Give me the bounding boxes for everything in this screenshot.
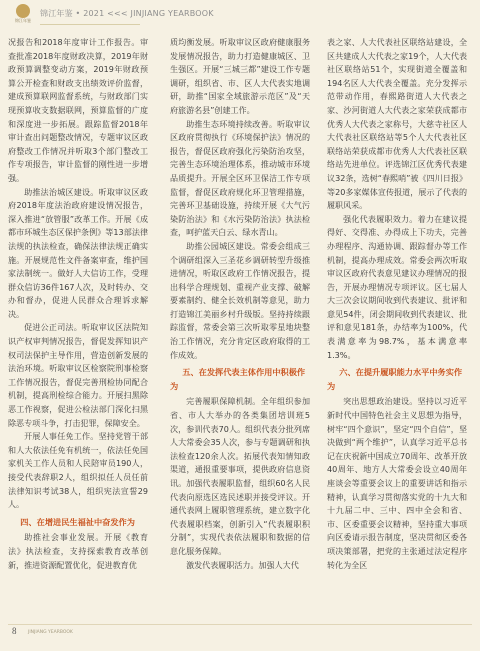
text-column-3: [327, 36, 467, 572]
header-divider: [40, 24, 140, 25]
body-paragraph: 质均衡发展。听取审议区政府健康服务发展情况报告，助力打造健康城区、卫生强区。开展“三城三都”建设工作专题调研，组织省、市、区人大代表实地调研，助推“国家全域旅游示范区”及“天府旅游名县”创建工作。: [170, 38, 310, 115]
page-number: 8: [12, 626, 17, 636]
page-header: [0, 0, 480, 30]
section-heading: 六、在提升履职能力水平中务实作为: [327, 367, 463, 391]
body-paragraph: 况报告和2018年度审计工作报告。审查批准2018年度财政决算，2019年财政预算调整变动方案，2019年财政预算公开检查和财政支出绩效评价监督，建成预算联网监督系统，与财政部门实现预算收支数据联网，预算监督的广度和深度进一步拓展。跟踪监督2018年审计查出问题整改情况，专题审议区政府整改工作情况并听取3个部门整改工作专项报告，审计监督的刚性进一步增强。: [8, 38, 148, 183]
body-paragraph: 助推法治城区建设。听取审议区政府2018年度法治政府建设情况报告，深入推进“放管服”改革工作。开展《成都市环城生态区保护条例》等13部法律法规的执法检查，确保法律法规正确实施。开展规范性文件备案审查，维护国家法制统一。做好人大信访工作，受理群众信访36件167人次，及时转办、交办和督办，促进人民群众合理诉求解决。: [8, 187, 148, 319]
logo-emblem-icon: [16, 4, 30, 18]
text-column-1: [8, 36, 148, 572]
body-paragraph: 表之家、人大代表社区联络站建设，全区共建成人大代表之家19个，人大代表社区联络站51个，实现街道全覆盖和194名区人大代表全覆盖。充分发挥示范带动作用，春熙路街道人大代表之家、沙河街道人大代表之家荣获成都市优秀人大代表之家称号，大慈寺社区人大代表社区联络站等5个人大代表社区联络站荣获成都市优秀人大代表社区联络站先进单位。评选锦江区优秀代表建议32条，选树“春熙哨”被《四川日报》等20多家媒体宣传报道，展示了代表的履职风采。: [327, 38, 467, 211]
section-heading: 五、在发挥代表主体作用中积极作为: [170, 367, 306, 391]
body-paragraph: 助推公园城区建设。常委会组成三个调研组深入三圣花乡调研转型升级推进情况，听取区政府工作情况报告，提出科学合理规划、重视产业支撑、破解要素制约、健全长效机制等意见，助力打造锦江美丽乡村升级版。坚持持续跟踪监督，常委会第三次听取零星地块整治工作情况，充分肯定区政府取得的工作成效。: [170, 241, 310, 360]
body-paragraph: 开展人事任免工作。坚持党管干部和人大依法任免有机统一，依法任免国家机关工作人员和人民陪审员190人，接受代表辞职2人，组织拟任人员任前法律知识考试38人，组织宪法宣誓29人。: [8, 432, 148, 510]
text-column-2: [170, 36, 310, 572]
body-paragraph: 强化代表履职效力。着力在建议提得好、交得准、办得成上下功夫，完善办理程序、沟通协调、跟踪督办等工作机制，提高办理成效。常委会两次听取审议区政府代表意见建议办理情况的报告，开展办理情况专项评议。区七届人大三次会议期间收到代表建议、批评和意见54件，闭会期间收到代表建议、批评和意见181条，办结率为100%，代表满意率为98.7%，基本满意率1.3%。: [327, 214, 467, 360]
section-heading: 四、在增进民生福祉中奋发作为: [20, 516, 135, 527]
body-paragraph: 突出思想政治建设。坚持以习近平新时代中国特色社会主义思想为指导，树牢“四个意识”，坚定“四个自信”，坚决做到“两个维护”，认真学习近平总书记在庆祝新中国成立70周年、改革开放40周年、地方人大常委会设立40周年座谈会等重要会议上的重要讲话和指示精神，认真学习贯彻落实党的十九大和十九届二中、三中、四中全会和省、市、区委重要会议精神，坚持重大事项向区委请示报告制度，坚决贯彻区委各项决策部署，把党的主张通过法定程序转化为全区: [327, 397, 467, 570]
body-paragraph: 助推社会事业发展。开展《教育法》执法检查，支持探索教育改革创新，推进资源配置优化，促进教育优: [8, 533, 148, 570]
body-paragraph: 促进公正司法。听取审议区法院知识产权审判情况报告，督促发挥知识产权司法保护主导作用，营造创新发展的法治环境。听取审议区检察院刑事检察工作情况报告，督促完善刑检协同配合机制，提高刑检综合能力。开展扫黑除恶工作视察，促进公检法部门深化扫黑除恶专项斗争，打击犯罪，保障安全。: [8, 323, 148, 428]
footer-text: JINJIANG YEARBOOK: [28, 630, 73, 635]
body-paragraph: 完善履职保障机制。全年组织参加省、市人大举办的各类集团培训班5次，参训代表70人。组织代表分批列席人大常委会35人次，参与专题调研和执法检查120余人次。拓展代表知情知政渠道，通报重要事项，提供政府信息资讯。加强代表履职监督，组织60名人民代表向原选区选民述职并接受评议。开通代表网上履职管理系统，建立数字化代表履职档案，创新引入“代表履职积分制”，实现代表依法履职和数据的信息化服务保障。: [170, 397, 310, 556]
logo-text: 锦江年鉴: [15, 18, 31, 23]
running-header-title: 锦江年鉴 • 2021 <<< JINJIANG YEARBOOK: [40, 9, 214, 18]
footer-divider: [8, 624, 472, 625]
body-paragraph: 激发代表履职活力。加强人大代: [186, 560, 299, 570]
yearbook-logo: [10, 4, 36, 26]
body-paragraph: 助推生态环境持续改善。听取审议区政府贯彻执行《环境保护法》情况的报告，督促区政府强化污染防治攻坚，完善生态环境治理体系，推动城市环境品质提升。开展全区环卫保洁工作专项监督，督促区政府规化环卫管理措施，完善环卫基础设施，持续开展《大气污染防治法》和《水污染防治法》执法检查，呵护蓝天白云、绿水青山。: [170, 119, 310, 238]
